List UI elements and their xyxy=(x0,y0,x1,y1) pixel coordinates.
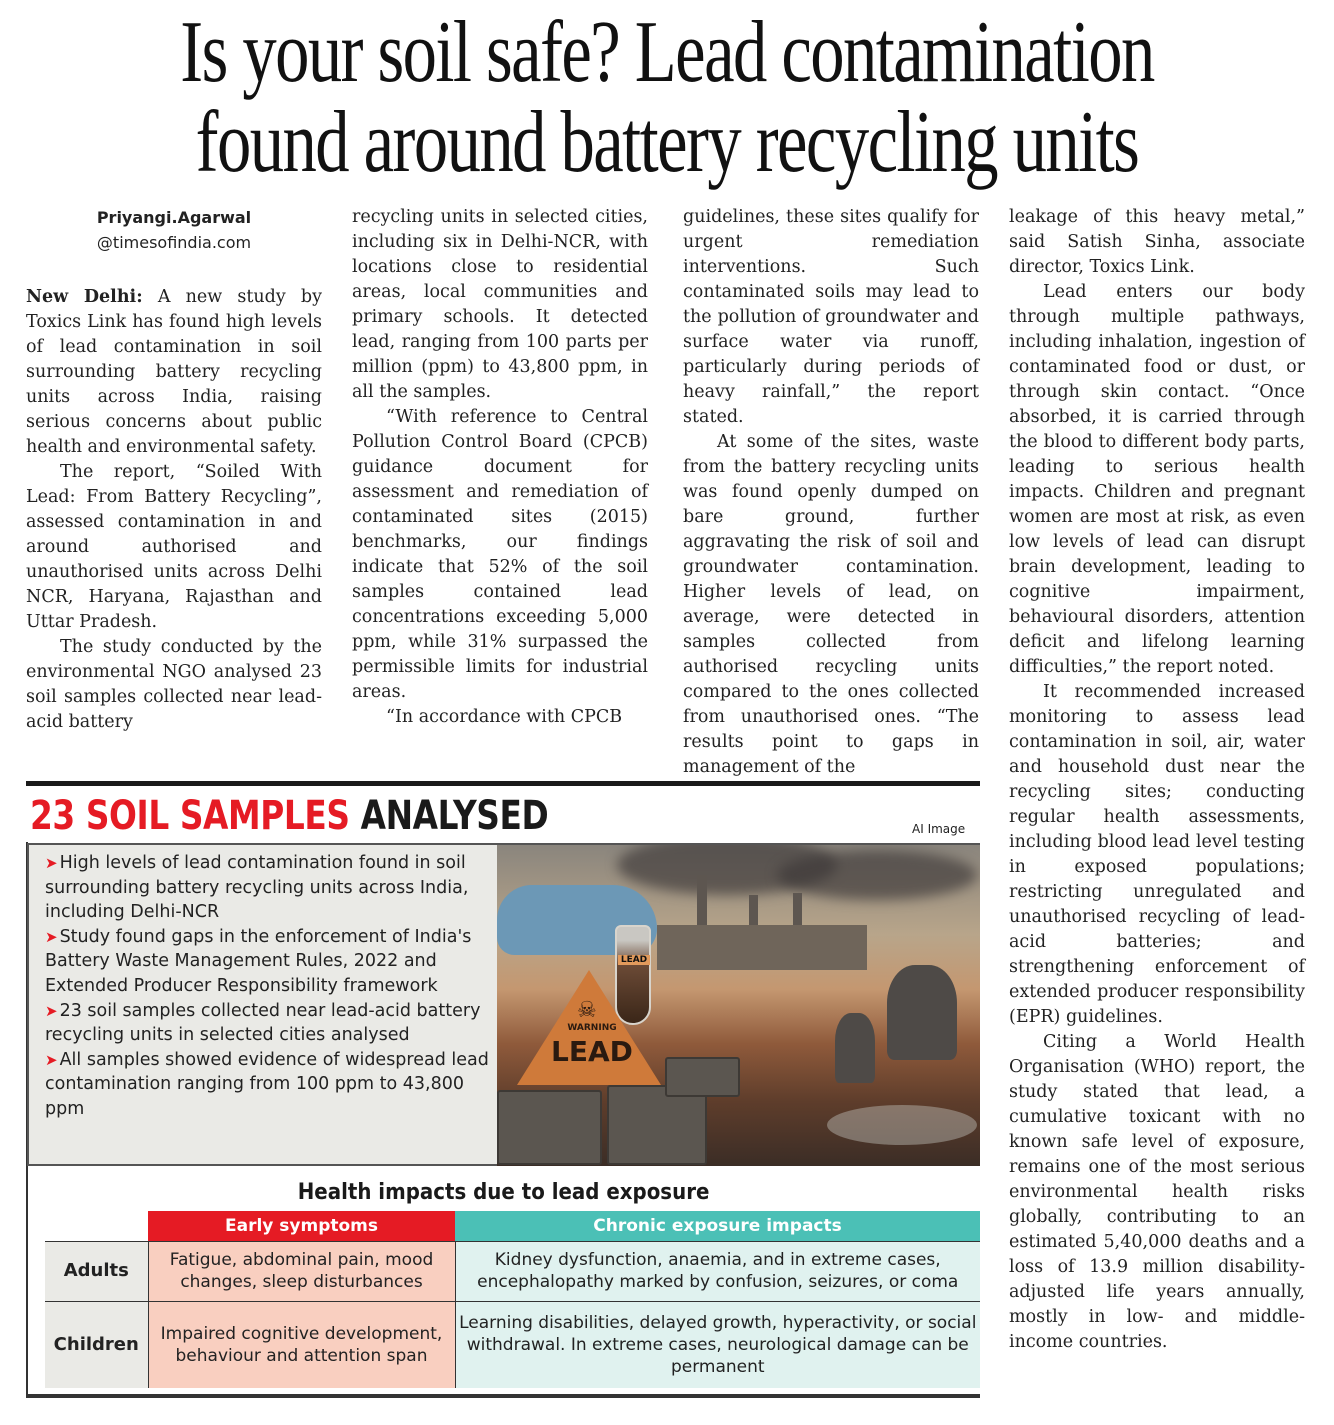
battery xyxy=(607,1085,707,1165)
paragraph: At some of the sites, waste from the battery recycling units was found openly dumped on bare ground, further aggravating the risk of soil and groundwater contamination. Higher levels of lead, on average, were detected in samples collected from authorised recycling units compared to the ones collected from unauthorised ones. “The results point to gaps in management of the xyxy=(683,432,979,777)
author-email: @timesofindia.com xyxy=(96,233,252,252)
image-credit: AI Image xyxy=(912,822,966,836)
headline-line-1: Is your soil safe? Lead contamination xyxy=(180,4,1154,101)
key-findings-panel xyxy=(27,843,497,1166)
puddle xyxy=(827,1105,977,1145)
table-corner xyxy=(45,1211,148,1241)
vial-label: LEAD xyxy=(618,955,650,965)
paragraph: “In accordance with CPCB xyxy=(386,707,623,727)
health-impacts-title: Health impacts due to lead exposure xyxy=(297,1180,710,1205)
cell-chronic: Kidney dysfunction, anaemia, and in extreme cases, encephalopathy marked by confusion, seizures, or coma xyxy=(455,1241,980,1301)
finding-item xyxy=(45,925,489,999)
paragraph: It recommended increased monitoring to assess lead contamination in soil, air, water and household dust near the recycling sites; conducting regular health assessments, including blood lead level testing in exposed populations; restricting unregulated and unauthorised recycling of lead-acid batteries; and strengthening enforcement of extended producer responsibility (EPR) guidelines. xyxy=(1009,682,1305,1027)
column-header-chronic: Chronic exposure impacts xyxy=(455,1211,980,1241)
child-figure xyxy=(835,1013,875,1083)
smoke-cloud xyxy=(777,850,977,900)
health-impacts-table xyxy=(45,1211,980,1388)
ai-illustration-lead-contamination xyxy=(497,843,980,1166)
article-column-4 xyxy=(1009,205,1305,1355)
finding-text: Study found gaps in the enforcement of India's Battery Waste Management Rules, 2022 and Extended Producer Responsibility framework xyxy=(45,926,472,996)
factory-building xyxy=(657,925,867,970)
author-name: Priyangi.Agarwal xyxy=(96,208,252,227)
headline-line-2: found around battery recycling units xyxy=(195,94,1139,191)
finding-item xyxy=(45,999,489,1048)
finding-text: High levels of lead contamination found in soil surrounding battery recycling units across India, including Delhi-NCR xyxy=(45,853,469,923)
paragraph: guidelines, these sites qualify for urgent remediation interventions. Such contaminated soils may lead to the pollution of groundwater and surface water via runoff, particularly during periods of heavy rainfall,” the report stated. xyxy=(683,207,979,427)
warning-sign-top-text: WARNING xyxy=(567,1023,617,1033)
red-arrow-icon: ➤ xyxy=(45,927,58,946)
paragraph: recycling units in selected cities, including six in Delhi-NCR, with locations close to residential areas, local communities and primary schools. It detected lead, ranging from 100 parts per million (ppm) to 43,800 ppm, in all the samples. xyxy=(352,207,648,402)
table-row-children xyxy=(45,1301,980,1388)
battery xyxy=(497,1090,602,1165)
finding-text: All samples showed evidence of widespread lead contamination ranging from 100 ppm to 43,800 ppm xyxy=(45,1049,489,1119)
dateline: New Delhi: xyxy=(26,287,143,307)
finding-text: 23 soil samples collected near lead-acid battery recycling units in selected cities analysed xyxy=(45,1000,481,1046)
adult-figure xyxy=(887,965,957,1060)
byline xyxy=(26,205,322,255)
paragraph-lede xyxy=(26,285,322,460)
paragraph: The report, “Soiled With Lead: From Battery Recycling”, assessed contamination in and around authorised and unauthorised units across Delhi NCR, Haryana, Rajasthan and Uttar Pradesh. xyxy=(26,462,322,632)
infographic-top-rule xyxy=(26,781,980,786)
finding-item xyxy=(45,1048,489,1122)
column-header-early: Early symptoms xyxy=(148,1211,455,1241)
infographic-title-black: ANALYSED xyxy=(360,793,549,839)
red-arrow-icon: ➤ xyxy=(45,1050,58,1069)
red-arrow-icon: ➤ xyxy=(45,1001,58,1020)
article-column-2 xyxy=(352,205,648,730)
infographic-title xyxy=(30,794,548,838)
cell-early: Impaired cognitive development, behaviour and attention span xyxy=(148,1301,455,1388)
paragraph: Citing a World Health Organisation (WHO) report, the study stated that lead, a cumulative toxicant with no known safe level of exposure, remains one of the most serious environmental health risks globally, contributing to an estimated 5,40,000 deaths and a loss of 13.9 million disability-adjusted life years annually, mostly in low- and middle-income countries. xyxy=(1009,1032,1305,1352)
headline xyxy=(147,4,1188,191)
row-header: Children xyxy=(45,1301,148,1388)
paragraph: leakage of this heavy metal,” said Satish Sinha, associate director, Toxics Link. xyxy=(1009,207,1305,277)
battery xyxy=(665,1057,740,1097)
article-column-1 xyxy=(26,205,322,735)
infographic-title-red: 23 SOIL SAMPLES xyxy=(30,793,350,839)
paragraph-text: A new study by Toxics Link has found high levels of lead contamination in soil surrounding battery recycling units across India, raising serious concerns about public health and environmental safety. xyxy=(26,287,322,457)
skull-icon: ☠ xyxy=(577,997,597,1022)
paragraph: “With reference to Central Pollution Control Board (CPCB) guidance document for assessment and remediation of contaminated sites (2015) benchmarks, our findings indicate that 52% of the soil samples contained lead concentrations exceeding 5,000 ppm, while 31% surpassed the permissible limits for industrial areas. xyxy=(352,407,648,702)
article-column-3 xyxy=(683,205,979,780)
finding-item xyxy=(45,851,489,925)
warning-sign-main-text: LEAD xyxy=(551,1035,633,1068)
paragraph: The study conducted by the environmental NGO analysed 23 soil samples collected near lead-acid battery xyxy=(26,637,322,732)
red-arrow-icon: ➤ xyxy=(45,854,58,872)
table-row-adults xyxy=(45,1241,980,1301)
cell-early: Fatigue, abdominal pain, mood changes, sleep disturbances xyxy=(148,1241,455,1301)
cell-chronic: Learning disabilities, delayed growth, hyperactivity, or social withdrawal. In extreme cases, neurological damage can be permanent xyxy=(455,1301,980,1388)
row-header: Adults xyxy=(45,1241,148,1301)
paragraph: Lead enters our body through multiple pathways, including inhalation, ingestion of contaminated food or dust, or through skin contact. “Once absorbed, it is carried through the blood to different body parts, leading to serious health impacts. Children and pregnant women are most at risk, as even low levels of lead can disrupt brain development, leading to cognitive impairment, behavioural disorders, attention deficit and lifelong learning difficulties,” the report noted. xyxy=(1009,282,1305,677)
